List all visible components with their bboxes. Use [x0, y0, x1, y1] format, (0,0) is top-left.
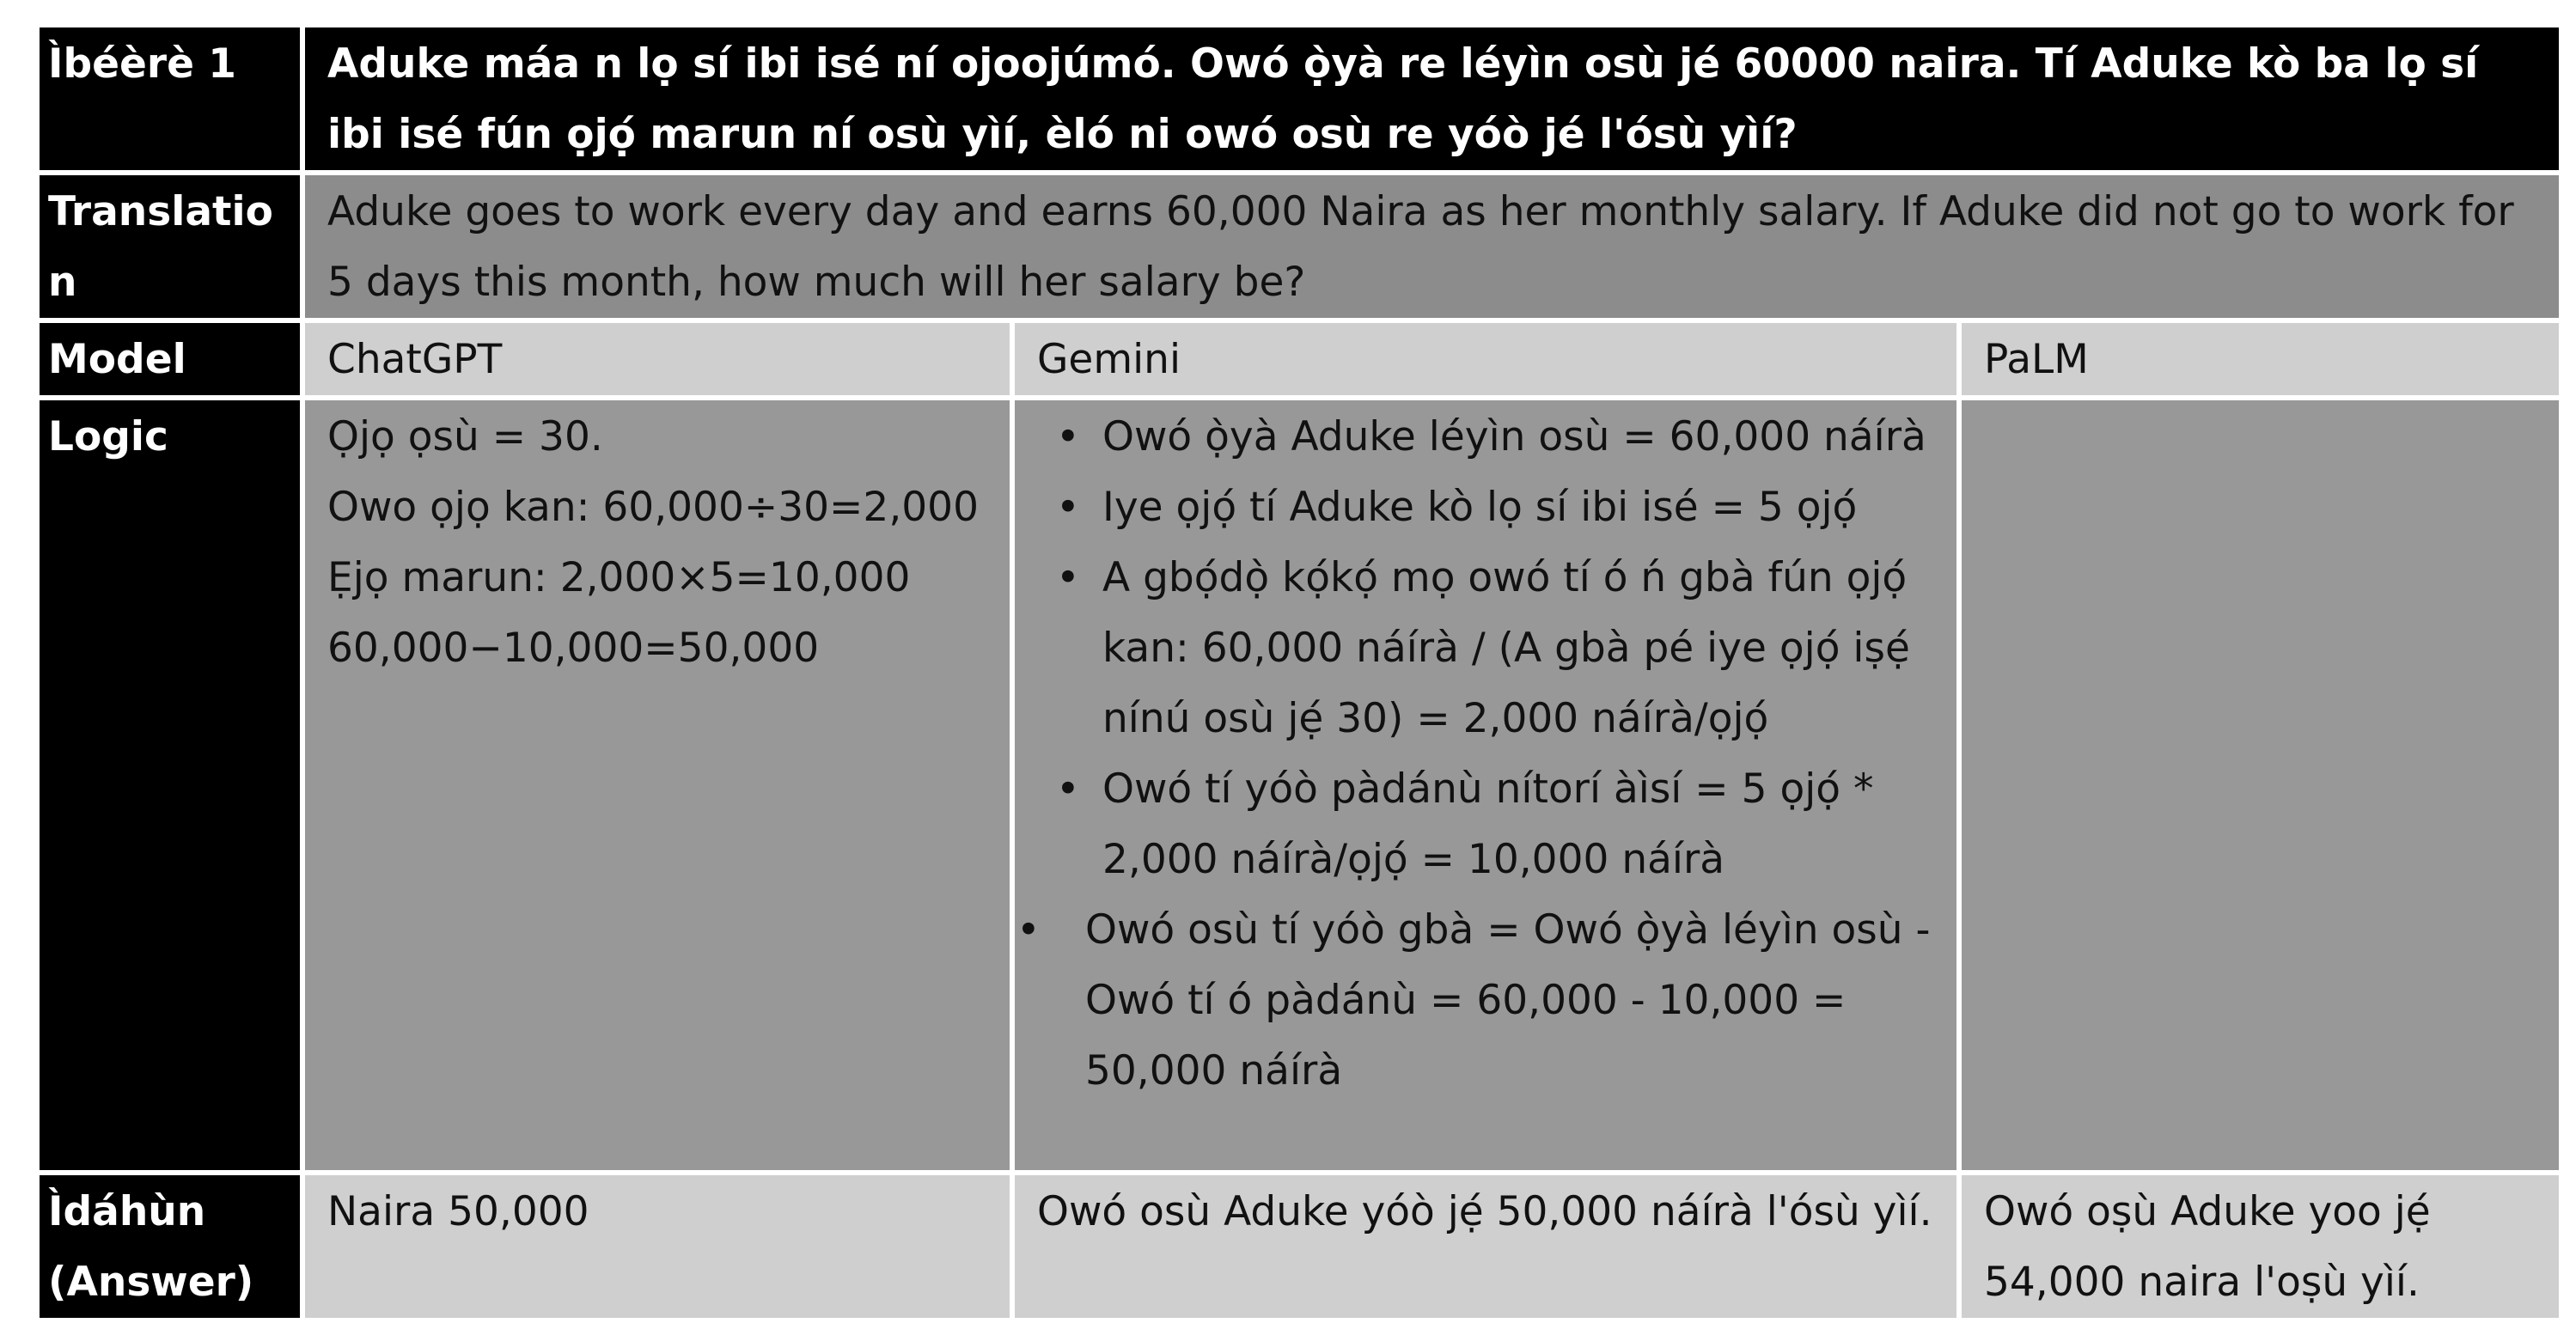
answer-label [37, 1173, 302, 1320]
question-row [37, 25, 2561, 173]
model-row [37, 320, 2561, 398]
logic-chatgpt-cell [302, 398, 1012, 1173]
logic-gemini-bullet: • Owó tí yóò pàdánù nítorí àìsí = 5 ọjọ́ * 2,000 náírà/ọjọ́ = 10,000 náírà [1037, 754, 1941, 895]
logic-palm-cell [1959, 398, 2561, 1173]
logic-gemini-cell [1012, 398, 1959, 1173]
question-text: Aduke máa n lọ sí ibi isé ní ojoojúmó. Owó ọ̀yà re léyìn osù jé 60000 naira. Tí Aduke kò ba lọ sí ibi isé fún ọjọ́ marun ní osù yìí, èló ni owó osù re yóò jé l'ósù yìí? [302, 25, 2561, 173]
logic-chatgpt-line: Ọjọ ọsù = 30. [327, 413, 603, 460]
logic-row [37, 398, 2561, 1173]
answer-label-yoruba: Ìdáhùn [48, 1188, 206, 1235]
logic-gemini-bullet-list [1037, 402, 1941, 1107]
answer-palm: Owó oṣù Aduke yoo jẹ́ 54,000 naira l'oṣù yìí. [1959, 1173, 2561, 1320]
logic-gemini-bullet: • A gbọ́dọ̀ kọ́kọ́ mọ owó tí ó ń gbà fún ọjọ́ kan: 60,000 náírà / (A gbà pé iye ọjọ́ iṣẹ́ nínú osù jẹ́ 30) = 2,000 náírà/ọjọ́ [1037, 543, 1941, 754]
translation-row [37, 173, 2561, 320]
logic-chatgpt-line: 60,000−10,000=50,000 [327, 625, 820, 672]
logic-gemini-bullet: • Iye ọjọ́ tí Aduke kò lọ sí ibi isé = 5 ọjọ́ [1037, 472, 1941, 543]
model-name-chatgpt: ChatGPT [302, 320, 1012, 398]
logic-chatgpt-line: Owo ọjọ kan: 60,000÷30=2,000 [327, 484, 979, 531]
question-label: Ìbéèrè 1 [37, 25, 302, 173]
logic-gemini-bullet: • Owó osù tí yóò gbà = Owó ọ̀yà léyìn osù - Owó tí ó pàdánù = 60,000 - 10,000 = 50,000 náírà [1037, 895, 1941, 1107]
translation-text: Aduke goes to work every day and earns 60,000 Naira as her monthly salary. If Aduke did not go to work for 5 days this month, how much will her salary be? [302, 173, 2561, 320]
answer-row [37, 1173, 2561, 1320]
answer-label-english: (Answer) [48, 1259, 254, 1306]
answer-gemini: Owó osù Aduke yóò jẹ́ 50,000 náírà l'ósù yìí. [1012, 1173, 1959, 1320]
model-name-gemini: Gemini [1012, 320, 1959, 398]
logic-gemini-bullet: • Owó ọ̀yà Aduke léyìn osù = 60,000 náírà [1037, 402, 1941, 472]
logic-label: Logic [37, 398, 302, 1173]
model-label: Model [37, 320, 302, 398]
answer-chatgpt: Naira 50,000 [302, 1173, 1012, 1320]
translation-label: Translation [37, 173, 302, 320]
logic-chatgpt-line: Ẹjọ marun: 2,000×5=10,000 [327, 554, 911, 601]
model-name-palm: PaLM [1959, 320, 2561, 398]
comparison-table [34, 22, 2564, 1323]
